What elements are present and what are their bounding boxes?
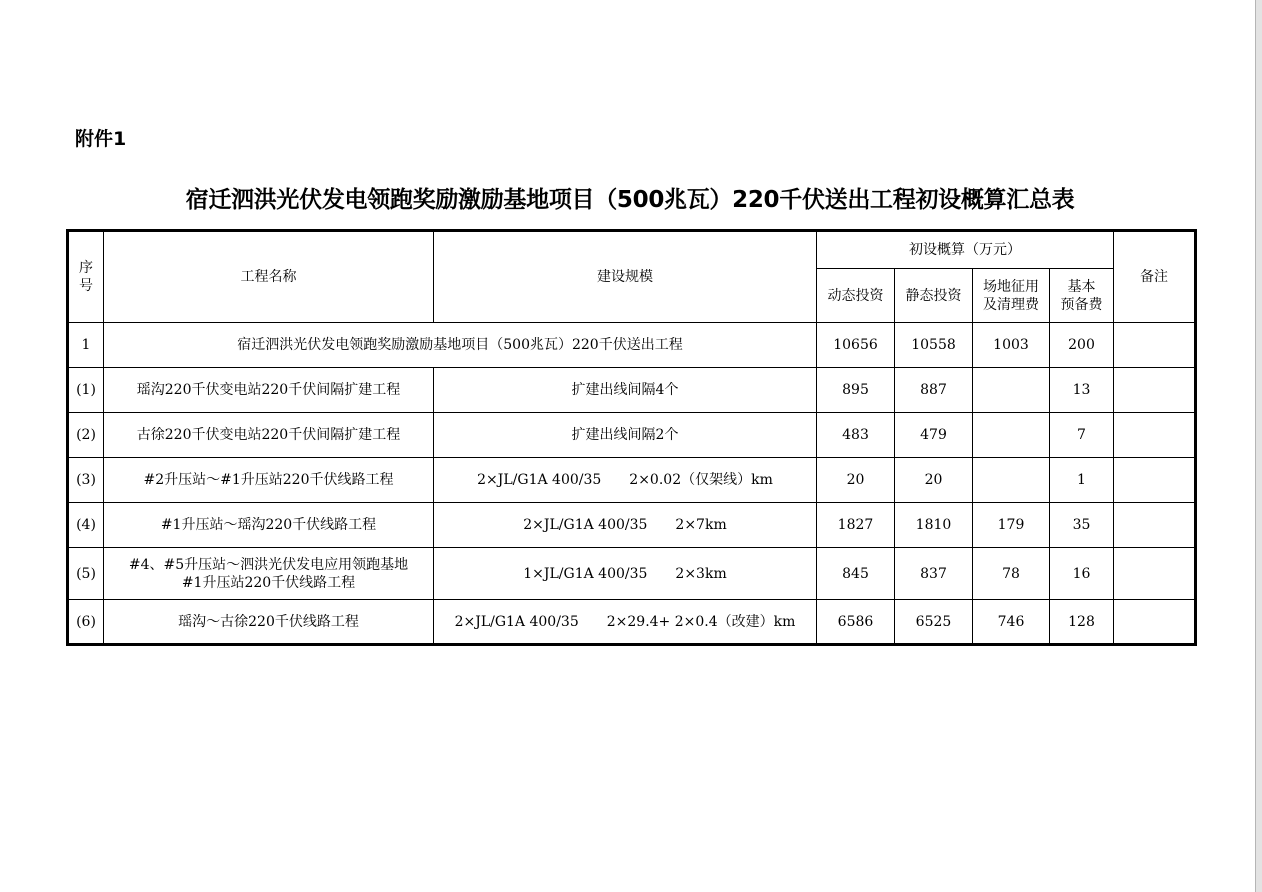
cell-index: (6) [68,600,104,645]
cell-dynamic: 1827 [817,503,895,548]
header-land-line1: 场地征用 [983,278,1039,295]
header-index [68,231,104,323]
cell-remarks [1114,458,1196,503]
cell-name: 瑶沟～古徐220千伏线路工程 [104,600,434,645]
attachment-label: 附件1 [75,128,127,150]
cell-remarks [1114,600,1196,645]
table-row [68,413,1196,458]
cell-land: 179 [973,503,1050,548]
cell-index: (2) [68,413,104,458]
table-row [68,368,1196,413]
cell-name-line1: #4、#5升压站～泗洪光伏发电应用领跑基地 [128,556,409,573]
header-dynamic: 动态投资 [817,269,895,323]
cell-reserve: 200 [1050,323,1114,368]
header-static: 静态投资 [895,269,973,323]
header-reserve-line1: 基本 [1067,278,1096,295]
cell-dynamic: 10656 [817,323,895,368]
cell-static: 10558 [895,323,973,368]
cell-reserve: 16 [1050,548,1114,600]
header-remarks: 备注 [1114,231,1196,323]
cell-remarks [1114,323,1196,368]
cell-index: (4) [68,503,104,548]
cell-dynamic: 845 [817,548,895,600]
cell-name: 宿迁泗洪光伏发电领跑奖励激励基地项目（500兆瓦）220千伏送出工程 [104,323,817,368]
table-row [68,548,1196,600]
estimate-summary-table [66,229,1197,646]
header-index-line2: 号 [79,278,93,294]
cell-name: #2升压站～#1升压站220千伏线路工程 [104,458,434,503]
cell-scale: 扩建出线间隔4个 [434,368,817,413]
cell-remarks [1114,548,1196,600]
header-reserve [1050,269,1114,323]
cell-static: 837 [895,548,973,600]
header-index-line1: 序 [79,260,93,276]
header-reserve-line2: 预备费 [1060,296,1103,313]
total-row [68,323,1196,368]
cell-remarks [1114,413,1196,458]
cell-dynamic: 483 [817,413,895,458]
cell-static: 479 [895,413,973,458]
cell-reserve: 1 [1050,458,1114,503]
cell-index: (5) [68,548,104,600]
cell-land [973,368,1050,413]
cell-name: 古徐220千伏变电站220千伏间隔扩建工程 [104,413,434,458]
cell-remarks [1114,368,1196,413]
cell-name: #1升压站～瑶沟220千伏线路工程 [104,503,434,548]
header-row-1 [68,231,1196,269]
cell-reserve: 13 [1050,368,1114,413]
cell-land: 78 [973,548,1050,600]
cell-name: 瑶沟220千伏变电站220千伏间隔扩建工程 [104,368,434,413]
cell-dynamic: 895 [817,368,895,413]
table-row [68,600,1196,645]
page-edge [1255,0,1262,892]
cell-static: 887 [895,368,973,413]
cell-scale: 扩建出线间隔2个 [434,413,817,458]
cell-land: 1003 [973,323,1050,368]
cell-scale: 2×JL/G1A 400/35 2×0.02（仅架线）km [434,458,817,503]
cell-name-line2: #1升压站220千伏线路工程 [181,574,356,591]
cell-scale: 2×JL/G1A 400/35 2×7km [434,503,817,548]
cell-land [973,458,1050,503]
cell-static: 1810 [895,503,973,548]
cell-reserve: 35 [1050,503,1114,548]
cell-remarks [1114,503,1196,548]
cell-land [973,413,1050,458]
header-land [973,269,1050,323]
cell-land: 746 [973,600,1050,645]
cell-static: 6525 [895,600,973,645]
table-row [68,458,1196,503]
cell-dynamic: 6586 [817,600,895,645]
cell-scale: 1×JL/G1A 400/35 2×3km [434,548,817,600]
cell-static: 20 [895,458,973,503]
table-row [68,503,1196,548]
header-land-line2: 及清理费 [983,296,1039,313]
cell-index: (3) [68,458,104,503]
header-name: 工程名称 [104,231,434,323]
document-title: 宿迁泗洪光伏发电领跑奖励激励基地项目（500兆瓦）220千伏送出工程初设概算汇总表 [185,187,1075,213]
cell-reserve: 128 [1050,600,1114,645]
cell-name [104,548,434,600]
cell-reserve: 7 [1050,413,1114,458]
cell-index: 1 [68,323,104,368]
header-estimate-group: 初设概算（万元） [817,231,1114,269]
header-scale: 建设规模 [434,231,817,323]
cell-scale: 2×JL/G1A 400/35 2×29.4+ 2×0.4（改建）km [434,600,817,645]
cell-index: (1) [68,368,104,413]
cell-dynamic: 20 [817,458,895,503]
